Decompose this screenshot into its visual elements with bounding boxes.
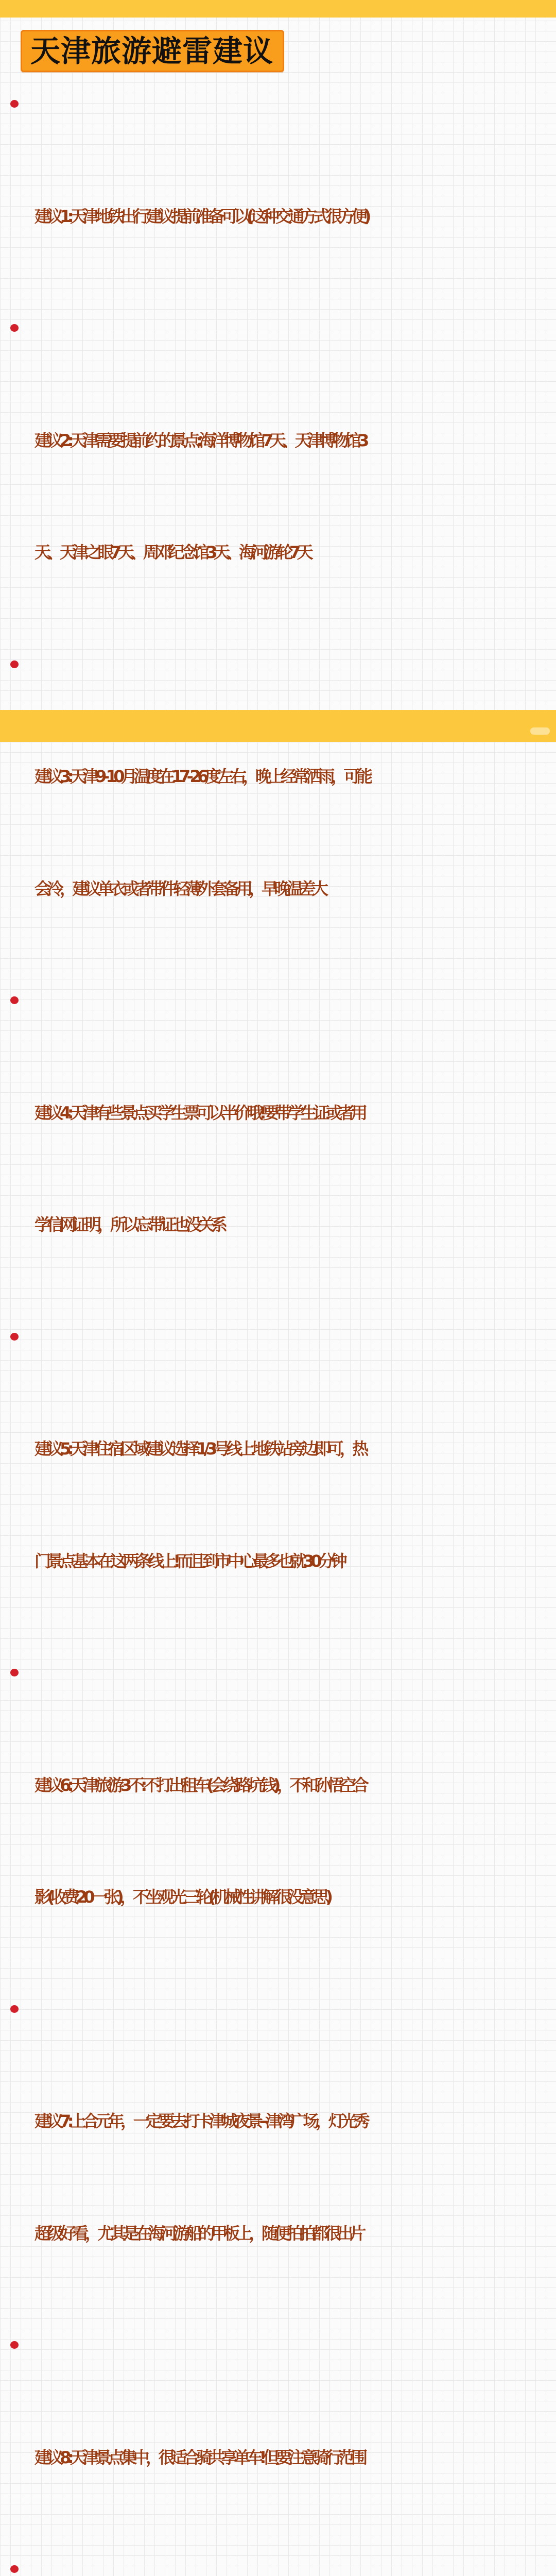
bullet-dot-icon (10, 996, 19, 1004)
tip-line: 会冷，建议单衣或者带件轻薄外套备用，早晚温差大 (34, 878, 325, 899)
tips-list (0, 86, 556, 2576)
tip-line: 建议3:天津9-10月温度在17-26度左右，晚上经常洒雨，可能 (34, 767, 369, 786)
title-banner (21, 30, 284, 72)
bullet-dot-icon (10, 1669, 19, 1676)
page-title: 天津旅游避雷建议 (30, 33, 274, 69)
tip-line: 建议6:天津旅游3不:不打出租车(会绕路坑钱)，不和孙悟空合 (34, 1775, 366, 1795)
bullet-dot-icon (10, 1333, 19, 1341)
top-band (0, 0, 556, 18)
bullet-dot-icon (10, 660, 19, 668)
tip-line: 影(收费20一张)，不坐观光三轮(机械性讲解很没意思) (34, 1887, 329, 1907)
bullet-dot-icon (10, 324, 19, 332)
bottom-band (0, 710, 556, 742)
tip-line: 建议8:天津景点集中，很适合骑共享单车!但要注意骑行范围 (34, 2447, 364, 2467)
tip-item (0, 2551, 556, 2576)
tip-item (0, 646, 556, 982)
bullet-dot-icon (10, 2341, 19, 2349)
tip-line: 学信网证明，所以忘带证也没关系 (34, 1215, 224, 1234)
bullet-dot-icon (10, 2005, 19, 2013)
tip-item (0, 86, 556, 310)
tip-line: 门景点基本在这两条线上!而且到市中心最多也就30分钟 (34, 1551, 344, 1571)
tip-line: 建议2:天津需要提前约的景点:海洋博物馆7天、天津博物馆3 (34, 430, 366, 450)
bullet-dot-icon (10, 2565, 19, 2573)
tip-item (0, 2327, 556, 2551)
tip-line: 建议5:天津住宿区域建议选择1/3号线上地铁站旁边即可，热 (34, 1439, 365, 1459)
tip-line: 建议7:上合元年，一定要去打卡津城夜景--津湾广场，灯光秀 (34, 2111, 367, 2131)
tip-line: 建议4:天津有些景点买学生票可以半价哦!要带学生证或者用 (34, 1103, 364, 1123)
watermark-mark (530, 727, 550, 735)
tip-item (0, 982, 556, 1318)
tip-line: 天、天津之眼7天、周邓纪念馆3天、海河游轮7天 (34, 543, 310, 562)
tip-line: 超级好看，尤其是在海河游船的甲板上，随便拍拍都很出片 (34, 2223, 363, 2243)
bullet-dot-icon (10, 100, 19, 108)
tip-item (0, 1991, 556, 2327)
tip-item (0, 1318, 556, 1655)
tip-item (0, 310, 556, 646)
tip-line: 建议1:天津地铁出行建议提前准备可以(这种交通方式很方便) (34, 206, 368, 226)
tip-item (0, 1654, 556, 1991)
